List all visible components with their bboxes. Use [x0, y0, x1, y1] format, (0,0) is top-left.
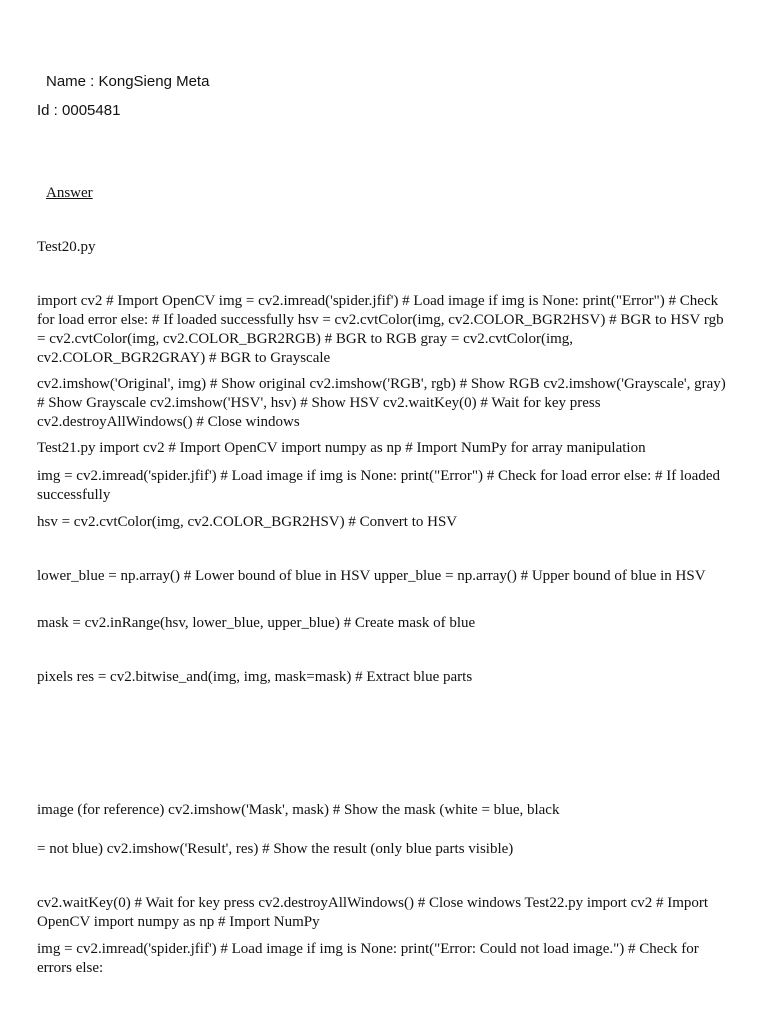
paragraph-test22-header: cv2.waitKey(0) # Wait for key press cv2.destroyAllWindows() # Close windows Test22.py import cv2 # Import OpenCV import numpy as np # Import NumPy — [37, 895, 709, 930]
paragraph-test21-header: Test21.py import cv2 # Import OpenCV import numpy as np # Import NumPy for array manipulation — [37, 440, 646, 456]
paragraph-test21-load: img = cv2.imread('spider.jfif') # Load image if img is None: print("Error") # Check for load error else: # If loaded successfully — [37, 468, 720, 503]
paragraph-test21-hsv: hsv = cv2.cvtColor(img, cv2.COLOR_BGR2HSV) # Convert to HSV — [37, 514, 458, 530]
paragraph-test20-code-1: import cv2 # Import OpenCV img = cv2.imread('spider.jfif') # Load image if img is None: print("Error") # Check for load error else: # If loaded successfully hsv = cv2.cvtColor(img, cv2.COLOR_BGR2HSV) # BGR to HSV rgb = cv2.cvtColor(img, cv2.COLOR_BGR2RGB) # BGR to RGB gray = cv2.cvtColor(img, cv2.COLOR_BGR2GRAY) # BGR to Grayscale — [37, 293, 724, 366]
id-line: Id : 0005481 — [37, 102, 121, 119]
paragraph-test21-result: pixels res = cv2.bitwise_and(img, img, mask=mask) # Extract blue parts — [37, 669, 473, 685]
paragraph-test21-show-result: = not blue) cv2.imshow('Result', res) # Show the result (only blue parts visible) — [37, 841, 514, 857]
paragraph-filename-test20: Test20.py — [37, 239, 96, 255]
paragraph-test21-bounds: lower_blue = np.array() # Lower bound of blue in HSV upper_blue = np.array() # Upper bound of blue in HSV — [37, 568, 706, 584]
paragraph-test21-show-mask: image (for reference) cv2.imshow('Mask', mask) # Show the mask (white = blue, black — [37, 802, 560, 818]
answer-heading: Answer — [46, 185, 93, 201]
paragraph-test20-code-2: cv2.imshow('Original', img) # Show original cv2.imshow('RGB', rgb) # Show RGB cv2.imshow('Grayscale', gray) # Show Grayscale cv2.imshow('HSV', hsv) # Show HSV cv2.waitKey(0) # Wait for key press cv2.destroyAllWindows() # Close windows — [37, 376, 726, 430]
name-line: Name : KongSieng Meta — [46, 73, 210, 90]
paragraph-test21-mask: mask = cv2.inRange(hsv, lower_blue, upper_blue) # Create mask of blue — [37, 615, 476, 631]
paragraph-test22-load: img = cv2.imread('spider.jfif') # Load image if img is None: print("Error: Could not load image.") # Check for errors else: — [37, 941, 699, 976]
